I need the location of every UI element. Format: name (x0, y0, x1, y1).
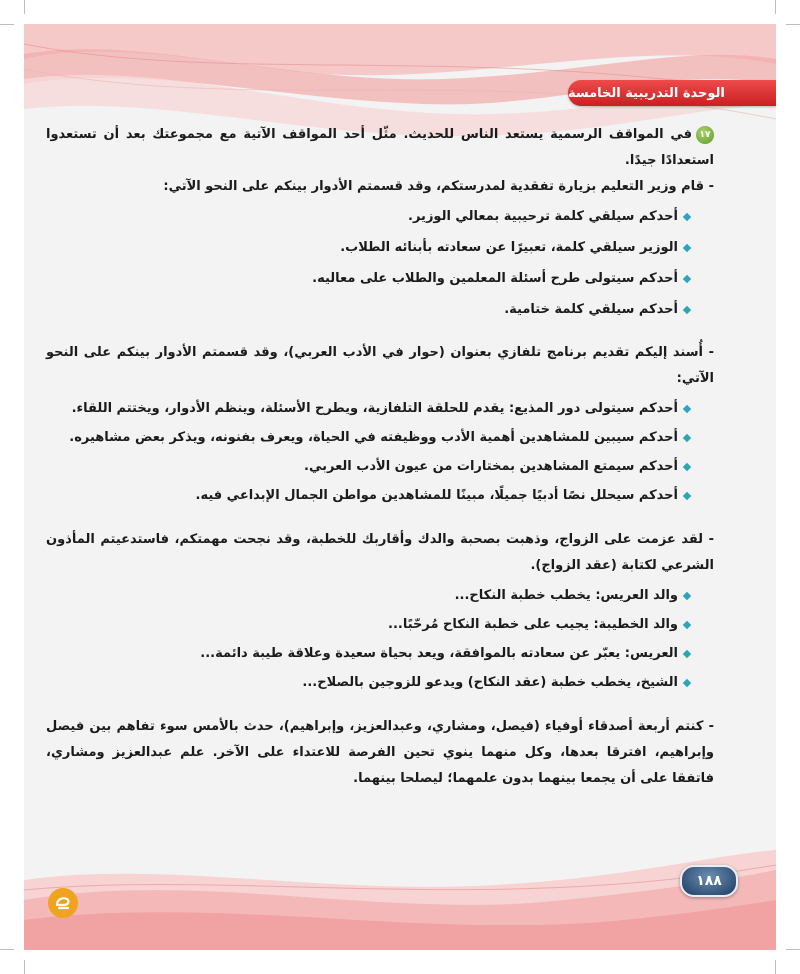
list-item: الشيخ، يخطب خطبة (عقد النكاح) ويدعو للزوجين بالصلاح... (46, 670, 690, 696)
unit-title-banner (568, 80, 776, 106)
list-item: أحدكم سيمتع المشاهدين بمختارات من عيون الأدب العربي. (46, 454, 690, 480)
diamond-bullet-icon (683, 491, 691, 499)
list-item: والد الخطيبة: يجيب على خطبة النكاح مُرحّبًا... (46, 612, 690, 638)
publisher-logo (48, 888, 78, 918)
diamond-bullet-icon (683, 243, 691, 251)
diamond-bullet-icon (683, 678, 691, 686)
list-item: أحدكم سيتولى دور المذيع: يقدم للحلقة التلفازية، ويطرح الأسئلة، وينظم الأدوار، ويختتم اللقاء. (46, 396, 690, 422)
page-number: ١٨٨ (696, 873, 722, 889)
list-item: العريس: يعبّر عن سعادته بالموافقة، ويعد بحياة سعيدة وعلاقة طيبة دائمة... (46, 641, 690, 667)
exercise-content (46, 122, 714, 792)
situation-block (46, 527, 714, 696)
roles-list (46, 204, 714, 322)
situation-intro: - قام وزير التعليم بزيارة تفقدية لمدرستكم، وقد قسمتم الأدوار بينكم على النحو الآتي: (163, 179, 714, 194)
page-number-badge (680, 865, 738, 897)
crop-mark (0, 24, 14, 25)
diamond-bullet-icon (683, 212, 691, 220)
crop-mark (786, 949, 800, 950)
list-item: أحدكم سيحلل نصًا أدبيًا جميلًا، مبينًا للمشاهدين مواطن الجمال الإبداعي فيه. (46, 483, 690, 509)
diamond-bullet-icon (683, 305, 691, 313)
diamond-bullet-icon (683, 433, 691, 441)
list-item: أحدكم سيلقي كلمة ترحيبية بمعالي الوزير. (46, 204, 690, 229)
crop-mark (24, 960, 25, 974)
diamond-bullet-icon (683, 404, 691, 412)
exercise-number-badge: ١٧ (696, 126, 714, 144)
situation-intro: - لقد عزمت على الزواج، وذهبت بصحبة والدك وأقاربك للخطبة، وقد نجحت مهمتكم، فاستدعيتم المأذون الشرعي لكتابة (عقد الزواج). (46, 532, 714, 573)
crop-mark (775, 960, 776, 974)
situation-block (46, 340, 714, 509)
diamond-bullet-icon (683, 274, 691, 282)
list-item: أحدكم سيلقي كلمة ختامية. (46, 297, 690, 322)
diamond-bullet-icon (683, 649, 691, 657)
roles-list (46, 396, 714, 509)
situation-intro: - أُسند إليكم تقديم برنامج تلفازي بعنوان (حوار في الأدب العربي)، وقد قسمتم الأدوار بينكم على النحو الآتي: (46, 345, 714, 386)
situation-intro: - كنتم أربعة أصدقاء أوفياء (فيصل، ومشاري، وعبدالعزيز، وإبراهيم)، حدث بالأمس سوء تفاهم بين فيصل وإبراهيم، افترقا بعدها، وكل منهما ينوي تحين الفرصة للاعتداء على الآخر. علم عبدالعزيز ومشاري، فاتفقا على أن يجمعا بينهما بدون علمهما؛ ليصلحا بينهما. (46, 719, 714, 786)
roles-list (46, 583, 714, 696)
list-item: الوزير سيلقي كلمة، تعبيرًا عن سعادته بأبنائه الطلاب. (46, 235, 690, 260)
publisher-logo-icon (53, 893, 73, 913)
unit-title: الوحدة التدريبية الخامسة (568, 85, 725, 101)
textbook-page (24, 24, 776, 950)
list-item: أحدكم سيتولى طرح أسئلة المعلمين والطلاب على معاليه. (46, 266, 690, 291)
crop-mark (24, 0, 25, 14)
diamond-bullet-icon (683, 591, 691, 599)
diamond-bullet-icon (683, 620, 691, 628)
exercise-intro: ١٧ في المواقف الرسمية يستعد الناس للحديث. مثّل أحد المواقف الآتية مع مجموعتك بعد أن تستعدوا استعدادًا جيدًا. (46, 127, 714, 168)
crop-mark (775, 0, 776, 14)
situation-block (46, 174, 714, 322)
bottom-wave-decoration (24, 840, 776, 950)
crop-mark (786, 24, 800, 25)
situation-block (46, 714, 714, 792)
diamond-bullet-icon (683, 462, 691, 470)
list-item: أحدكم سيبين للمشاهدين أهمية الأدب ووظيفته في الحياة، ويعرف بفنونه، ويذكر بعض مشاهيره. (46, 425, 690, 451)
list-item: والد العريس: يخطب خطبة النكاح... (46, 583, 690, 609)
crop-mark (0, 949, 14, 950)
